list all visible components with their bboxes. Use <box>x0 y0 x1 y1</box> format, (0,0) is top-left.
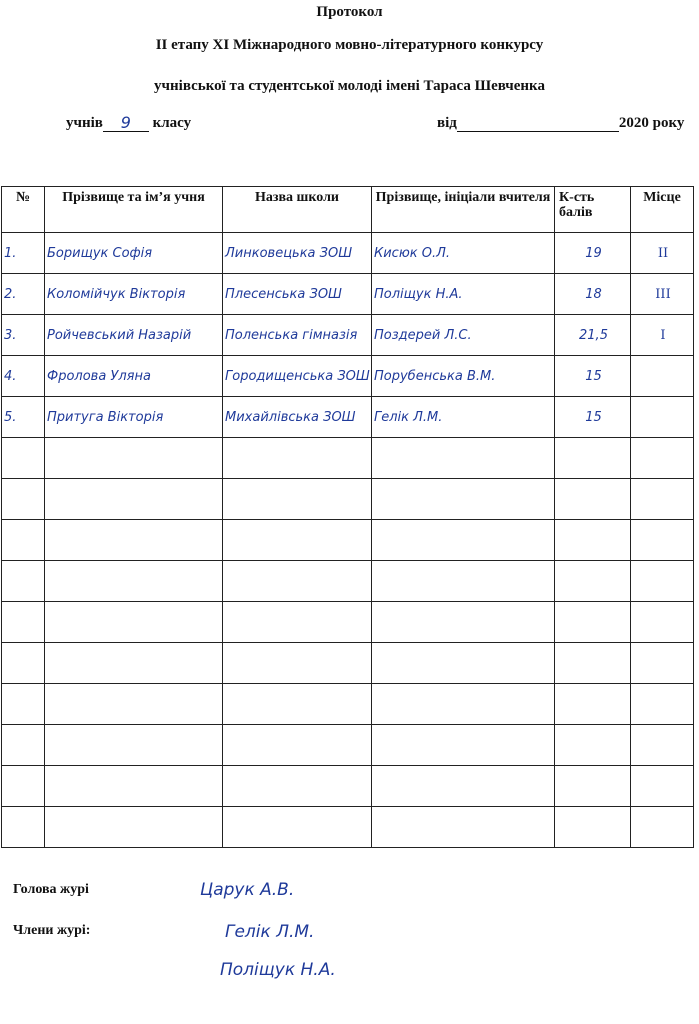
school-name: Линковецька ЗОШ <box>225 245 353 261</box>
table-cell-student-name <box>45 356 223 397</box>
table-cell-empty <box>372 438 555 479</box>
table-cell-empty <box>223 684 372 725</box>
table-cell-empty <box>555 643 631 684</box>
table-row-empty <box>2 602 694 643</box>
student-name: Ройчевський Назарій <box>47 327 192 343</box>
table-cell-empty <box>372 725 555 766</box>
table-cell-empty <box>555 684 631 725</box>
table-row-empty <box>2 561 694 602</box>
table-cell-school-name <box>223 356 372 397</box>
table-cell-empty <box>45 807 223 848</box>
teacher-name: Порубенська В.М. <box>374 368 496 384</box>
table-cell-empty <box>372 643 555 684</box>
class-line <box>66 115 191 132</box>
table-cell-empty <box>223 602 372 643</box>
table-cell-empty <box>372 602 555 643</box>
table-cell-empty <box>631 807 694 848</box>
table-cell-empty <box>631 602 694 643</box>
col-place: Місце <box>631 187 694 233</box>
table-row <box>2 356 694 397</box>
table-row <box>2 274 694 315</box>
place: ІІІ <box>655 286 671 302</box>
table-cell-empty <box>631 438 694 479</box>
table-header <box>2 187 694 233</box>
place: І <box>660 327 666 343</box>
table-cell-place <box>631 233 694 274</box>
table-cell-school-name <box>223 397 372 438</box>
table-cell-empty <box>2 725 45 766</box>
place <box>633 358 693 394</box>
table-row <box>2 315 694 356</box>
table-cell-empty <box>2 684 45 725</box>
signature-member-1: Гелік Л.М. <box>225 922 315 942</box>
table-cell-empty <box>45 520 223 561</box>
table-row-empty <box>2 520 694 561</box>
row-number: 5. <box>4 409 17 425</box>
table-cell-empty <box>223 643 372 684</box>
date-line <box>437 115 684 132</box>
table-cell-empty <box>223 807 372 848</box>
table-cell-empty <box>631 479 694 520</box>
date-prefix: від <box>437 115 457 131</box>
table-cell-empty <box>45 602 223 643</box>
student-name: Борищук Софія <box>47 245 153 261</box>
table-cell-empty <box>555 766 631 807</box>
table-cell-empty <box>2 479 45 520</box>
row-number: 1. <box>4 245 17 261</box>
table-cell-empty <box>555 561 631 602</box>
table-cell-empty <box>631 520 694 561</box>
table-cell-row-number <box>2 233 45 274</box>
table-cell-score <box>555 274 631 315</box>
table-cell-school-name <box>223 315 372 356</box>
table-cell-empty <box>223 725 372 766</box>
table-row-empty <box>2 725 694 766</box>
results-table <box>1 186 694 848</box>
table-cell-empty <box>631 643 694 684</box>
table-cell-empty <box>2 602 45 643</box>
stage-line: ІІ етапу ХІ Міжнародного мовно-літературного конкурсу <box>155 37 544 53</box>
class-field <box>103 115 149 132</box>
score: 19 <box>585 245 602 261</box>
table-cell-student-name <box>45 274 223 315</box>
table-cell-empty <box>2 520 45 561</box>
table-cell-school-name <box>223 233 372 274</box>
table-cell-empty <box>631 684 694 725</box>
table-cell-empty <box>2 561 45 602</box>
class-value: 9 <box>120 113 131 132</box>
col-score: К-сть балів <box>555 187 631 233</box>
table-cell-empty <box>555 725 631 766</box>
table-cell-empty <box>45 561 223 602</box>
table-cell-student-name <box>45 233 223 274</box>
table-cell-empty <box>45 766 223 807</box>
student-name: Фролова Уляна <box>47 368 151 384</box>
school-name: Поленська гімназія <box>225 327 358 343</box>
date-field <box>457 115 619 132</box>
table-cell-student-name <box>45 397 223 438</box>
table-cell-empty <box>2 766 45 807</box>
table-row-empty <box>2 643 694 684</box>
head-label: Голова журі <box>13 882 89 897</box>
row-number: 3. <box>4 327 17 343</box>
table-cell-student-name <box>45 315 223 356</box>
table-cell-teacher-name <box>372 274 555 315</box>
table-cell-teacher-name <box>372 233 555 274</box>
table-cell-teacher-name <box>372 315 555 356</box>
class-prefix: учнів <box>66 115 103 131</box>
place <box>633 399 693 435</box>
teacher-name: Поздерей Л.С. <box>374 327 472 343</box>
table-row-empty <box>2 479 694 520</box>
table-row <box>2 397 694 438</box>
score: 21,5 <box>579 327 608 343</box>
youth-line: учнівської та студентської молоді імені Тараса Шевченка <box>154 78 545 94</box>
table-row-empty <box>2 766 694 807</box>
col-school: Назва школи <box>223 187 372 233</box>
table-cell-empty <box>372 807 555 848</box>
table-cell-empty <box>223 479 372 520</box>
table-cell-empty <box>45 684 223 725</box>
school-name: Городищенська ЗОШ <box>225 368 370 384</box>
table-cell-empty <box>631 766 694 807</box>
class-suffix: класу <box>152 115 192 131</box>
table-cell-row-number <box>2 274 45 315</box>
table-cell-empty <box>223 438 372 479</box>
signature-member-2: Поліщук Н.А. <box>220 960 336 980</box>
row-number: 4. <box>4 368 17 384</box>
table-cell-score <box>555 233 631 274</box>
table-row-empty <box>2 438 694 479</box>
table-cell-empty <box>631 561 694 602</box>
teacher-name: Кисюк О.Л. <box>374 245 451 261</box>
teacher-name: Поліщук Н.А. <box>374 286 463 302</box>
score: 15 <box>585 409 602 425</box>
table-cell-empty <box>555 807 631 848</box>
student-name: Коломійчук Вікторія <box>47 286 186 302</box>
table-cell-empty <box>372 479 555 520</box>
table-cell-empty <box>372 561 555 602</box>
table-cell-place <box>631 274 694 315</box>
col-number: № <box>2 187 45 233</box>
table-cell-empty <box>223 520 372 561</box>
score: 18 <box>585 286 602 302</box>
school-name: Плесенська ЗОШ <box>225 286 342 302</box>
table-cell-empty <box>223 561 372 602</box>
table-cell-row-number <box>2 315 45 356</box>
table-cell-school-name <box>223 274 372 315</box>
table-cell-empty <box>555 438 631 479</box>
table-cell-empty <box>45 479 223 520</box>
student-name: Притуга Вікторія <box>47 409 164 425</box>
table-cell-empty <box>2 438 45 479</box>
table-cell-row-number <box>2 356 45 397</box>
table-cell-place <box>631 397 694 438</box>
table-cell-empty <box>372 684 555 725</box>
table-cell-teacher-name <box>372 397 555 438</box>
table-cell-score <box>555 397 631 438</box>
table-cell-empty <box>45 725 223 766</box>
table-row <box>2 233 694 274</box>
table-cell-score <box>555 315 631 356</box>
table-cell-place <box>631 356 694 397</box>
table-cell-empty <box>45 438 223 479</box>
signature-head: Царук А.В. <box>200 880 295 900</box>
school-name: Михайлівська ЗОШ <box>225 409 356 425</box>
table-cell-empty <box>555 520 631 561</box>
table-cell-row-number <box>2 397 45 438</box>
table-cell-empty <box>372 766 555 807</box>
table-cell-empty <box>2 807 45 848</box>
table-cell-place <box>631 315 694 356</box>
table-cell-empty <box>372 520 555 561</box>
members-label: Члени журі: <box>13 923 91 938</box>
table-cell-empty <box>555 479 631 520</box>
table-row-empty <box>2 684 694 725</box>
col-student: Прізвище та ім’я учня <box>45 187 223 233</box>
table-cell-teacher-name <box>372 356 555 397</box>
place: ІІ <box>657 245 669 261</box>
table-cell-empty <box>2 643 45 684</box>
date-suffix: 2020 року <box>618 115 685 131</box>
score: 15 <box>585 368 602 384</box>
table-cell-empty <box>555 602 631 643</box>
teacher-name: Гелік Л.М. <box>374 409 443 425</box>
protocol-title: Протокол <box>316 4 383 20</box>
table-cell-empty <box>45 643 223 684</box>
table-row-empty <box>2 807 694 848</box>
table-cell-empty <box>631 725 694 766</box>
row-number: 2. <box>4 286 17 302</box>
table-cell-score <box>555 356 631 397</box>
table-cell-empty <box>223 766 372 807</box>
col-teacher: Прізвище, ініціали вчителя <box>372 187 555 233</box>
